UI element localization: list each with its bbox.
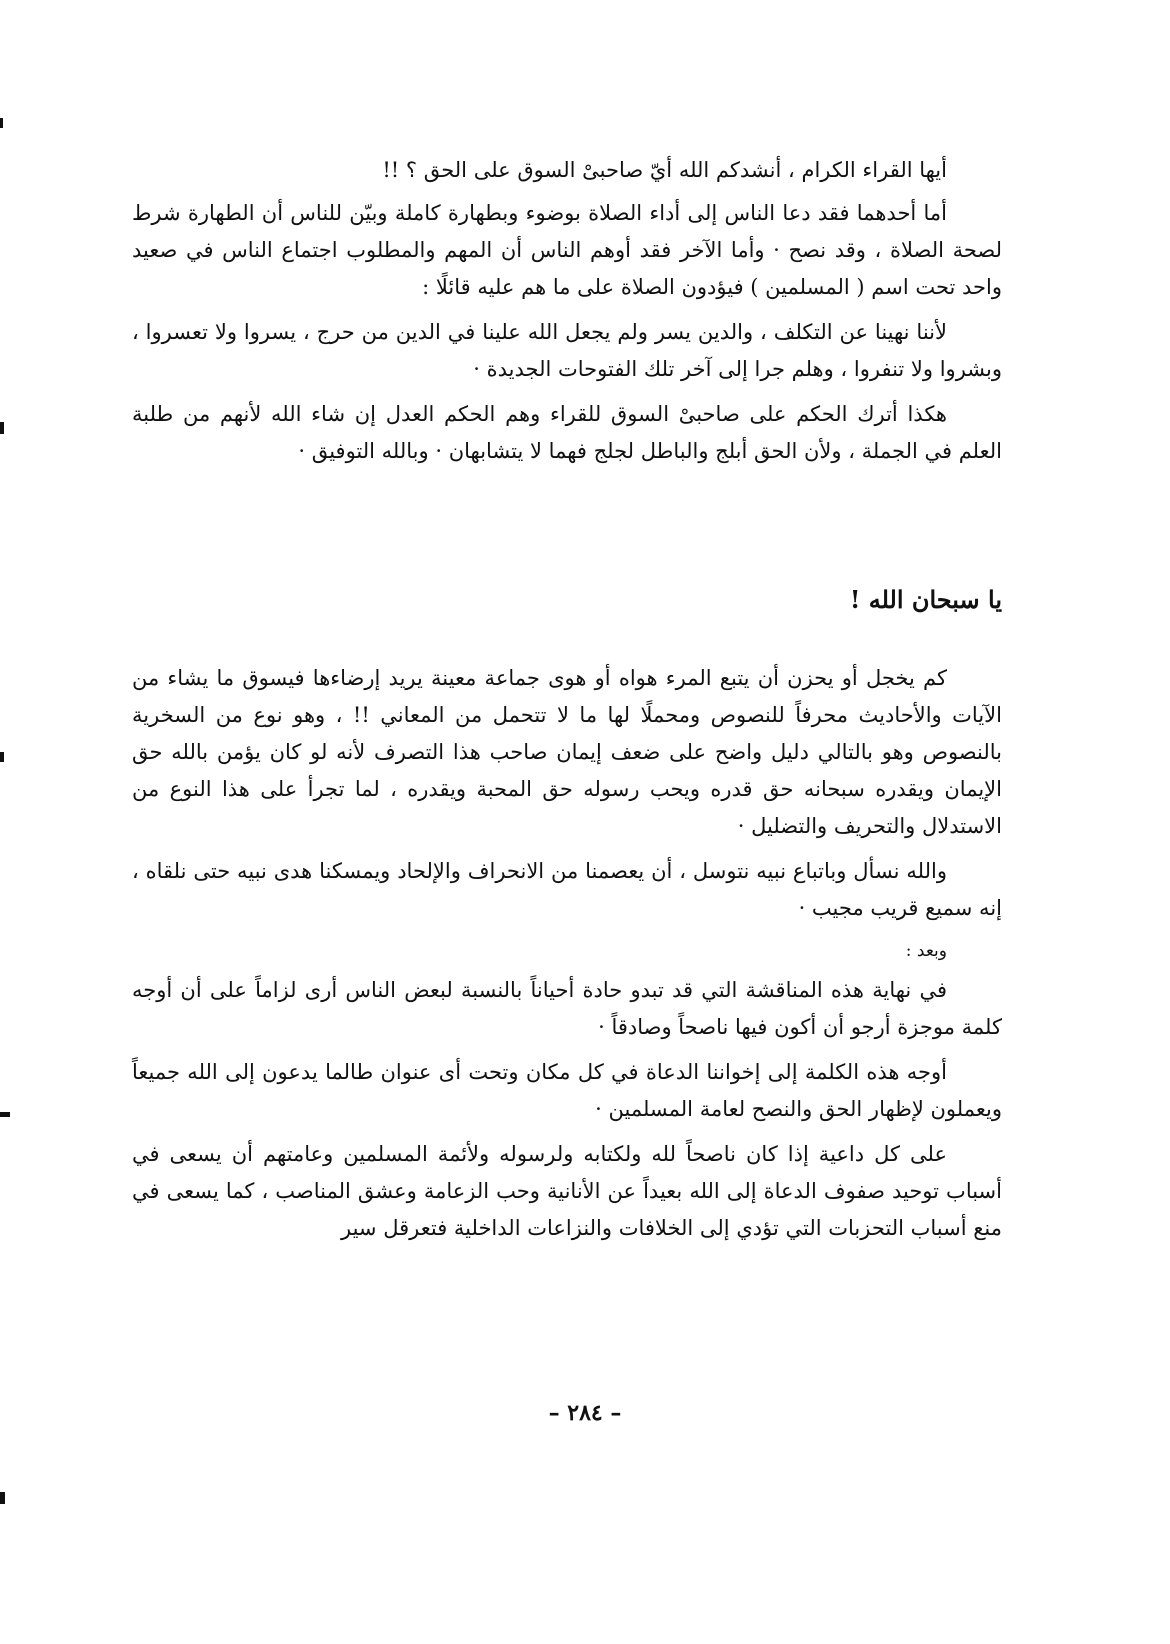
scan-edge-mark — [0, 1492, 5, 1504]
scan-edge-mark — [0, 1112, 10, 1117]
paragraph: وبعد : — [905, 941, 947, 961]
paragraph: والله نسأل وباتباع نبيه نتوسل ، أن يعصمنا من الانحراف والإلحاد ويمسكنا هدى نبيه حتى نلقاه ، إنه سميع قريب مجيب · — [132, 859, 1002, 920]
scan-edge-mark — [0, 422, 4, 434]
paragraph: في نهاية هذه المناقشة التي قد تبدو حادة أحياناً بالنسبة لبعض الناس أرى لزاماً على أن أوجه كلمة موجزة أرجو أن أكون فيها ناصحاً وصادقاً · — [132, 978, 1002, 1039]
section2-text — [132, 660, 1002, 1247]
paragraph: أوجه هذه الكلمة إلى إخواننا الدعاة في كل مكان وتحت أى عنوان طالما يدعون إلى الله جميعاً ويعملون لإظهار الحق والنصح لعامة المسلمين · — [132, 1060, 1002, 1121]
scan-edge-mark — [0, 752, 4, 762]
paragraph: كم يخجل أو يحزن أن يتبع المرء هواه أو هوى جماعة معينة يريد إرضاءها فيسوق ما يشاء من الآيات والأحاديث محرفاً للنصوص ومحملًا لها ما لا تتحمل من المعاني !! ، وهو نوع من السخرية بالنصوص وهو بالتالي دليل واضح على ضعف إيمان صاحب هذا التصرف لأنه لو كان يؤمن بالله حق الإيمان ويقدره سبحانه حق قدره ويحب رسوله حق المحبة ويقدره ، لما تجرأ على هذا النوع من الاستدلال والتحريف والتضليل · — [132, 666, 1002, 838]
paragraph: لأننا نهينا عن التكلف ، والدين يسر ولم يجعل الله علينا في الدين من حرج ، يسروا ولا تعسروا ، وبشروا ولا تنفروا ، وهلم جرا إلى آخر تلك الفتوحات الجديدة · — [132, 320, 1002, 381]
paragraph: هكذا أترك الحكم على صاحبىْ السوق للقراء وهم الحكم العدل إن شاء الله لأنهم من طلبة العلم في الجملة ، ولأن الحق أبلج والباطل لجلج فهما لا يتشابهان · وبالله التوفيق · — [132, 402, 1002, 463]
page-number: – ٢٨٤ – — [548, 1400, 622, 1426]
section-heading: يا سبحان الله ! — [849, 585, 1002, 614]
scan-edge-mark — [0, 118, 3, 128]
section1-text — [132, 152, 1002, 470]
paragraph: أيها القراء الكرام ، أنشدكم الله أيّ صاحبىْ السوق على الحق ؟ !! — [382, 158, 947, 182]
paragraph: أما أحدهما فقد دعا الناس إلى أداء الصلاة بوضوء وبطهارة كاملة وبيّن للناس أن الطهارة شرط لصحة الصلاة ، وقد نصح · وأما الآخر فقد أوهم الناس أن المهم والمطلوب اجتماع الناس في صعيد واحد تحت اسم ( المسلمين ) فيؤدون الصلاة على ما هم عليه قائلًا : — [132, 201, 1002, 299]
paragraph: على كل داعية إذا كان ناصحاً لله ولكتابه ولرسوله ولأئمة المسلمين وعامتهم أن يسعى في أسباب توحيد صفوف الدعاة إلى الله بعيداً عن الأنانية وحب الزعامة وعشق المناصب ، كما يسعى في منع أسباب التحزبات التي تؤدي إلى الخلافات والنزاعات الداخلية فتعرقل سير — [132, 1142, 1002, 1240]
